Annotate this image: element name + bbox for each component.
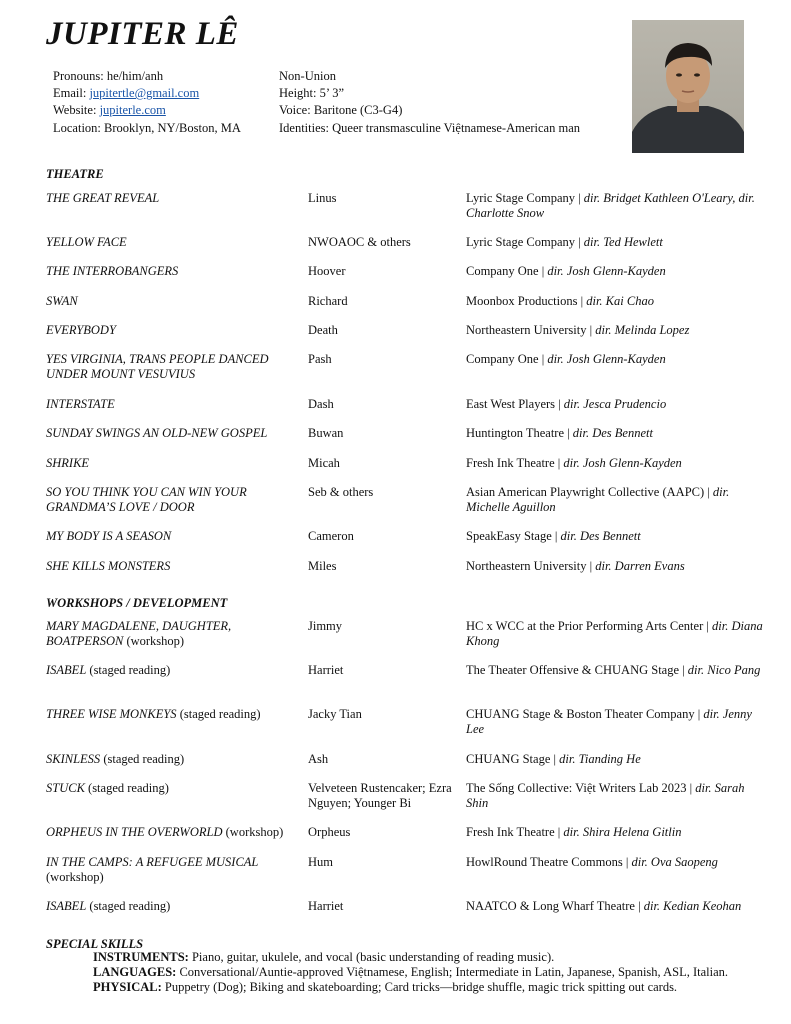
website-line: Website: jupiterle.com xyxy=(53,103,166,118)
company-director: CHUANG Stage & Boston Theater Company | dir. Jenny Lee xyxy=(466,707,752,736)
show-title: MY BODY IS A SEASON xyxy=(46,529,172,543)
company-director: Northeastern University | dir. Melinda Lopez xyxy=(466,323,690,337)
show-title: SWAN xyxy=(46,294,78,308)
website-link[interactable]: jupiterle.com xyxy=(99,103,166,118)
show-title: SO YOU THINK YOU CAN WIN YOUR GRANDMA’S LOVE / DOOR xyxy=(46,485,247,514)
show-note: (staged reading) xyxy=(100,752,185,766)
show-note: (staged reading) xyxy=(86,899,171,913)
voice-line: Voice: Baritone (C3-G4) xyxy=(279,103,403,118)
headshot-photo xyxy=(632,20,744,153)
role: Hoover xyxy=(308,264,346,278)
company-director: Company One | dir. Josh Glenn-Kayden xyxy=(466,352,666,366)
company-director: Northeastern University | dir. Darren Evans xyxy=(466,559,685,573)
role: Richard xyxy=(308,294,348,308)
union-line: Non-Union xyxy=(279,69,336,83)
company-director: NAATCO & Long Wharf Theatre | dir. Kedian Keohan xyxy=(466,899,742,913)
skills-section-title: SPECIAL SKILLS xyxy=(46,937,144,951)
show-title: IN THE CAMPS: A REFUGEE MUSICAL (workshop) xyxy=(46,855,259,884)
role: Seb & others xyxy=(308,485,374,499)
role: Jimmy xyxy=(308,619,343,633)
role: Micah xyxy=(308,456,340,470)
show-title: INTERSTATE xyxy=(46,397,115,411)
show-title: SKINLESS (staged reading) xyxy=(46,752,185,766)
workshops-section-title: WORKSHOPS / DEVELOPMENT xyxy=(46,596,228,610)
role: Ash xyxy=(308,752,329,766)
company-director: The Sống Collective: Việt Writers Lab 2023 | dir. Sarah Shin xyxy=(466,781,745,810)
show-note: (workshop) xyxy=(46,870,104,884)
role: Velveteen Rustencaker; Ezra Nguyen; Younger Bi xyxy=(308,781,452,810)
show-title: ISABEL (staged reading) xyxy=(46,663,171,677)
email-line: Email: jupitertle@gmail.com xyxy=(53,86,200,101)
show-title: YELLOW FACE xyxy=(46,235,127,249)
location-line: Location: Brooklyn, NY/Boston, MA xyxy=(53,120,241,135)
show-title: EVERYBODY xyxy=(46,323,116,337)
company-director: Lyric Stage Company | dir. Ted Hewlett xyxy=(466,235,663,249)
show-title: ISABEL (staged reading) xyxy=(46,899,171,913)
skill-physical: PHYSICAL: Puppetry (Dog); Biking and skateboarding; Card tricks—bridge shuffle, magic trick spitting out cards. xyxy=(93,980,678,994)
company-director: Lyric Stage Company | dir. Bridget Kathleen O'Leary, dir. Charlotte Snow xyxy=(466,191,755,220)
show-note: (staged reading) xyxy=(84,781,169,795)
physical-info xyxy=(279,68,580,137)
show-note: (workshop) xyxy=(123,634,185,648)
identities-line: Identities: Queer transmasculine Việtnamese-American man xyxy=(279,120,581,135)
role: Death xyxy=(308,323,338,337)
company-director: SpeakEasy Stage | dir. Des Bennett xyxy=(466,529,641,543)
show-note: (staged reading) xyxy=(176,707,261,721)
show-title: ORPHEUS IN THE OVERWORLD (workshop) xyxy=(46,825,284,839)
role: Linus xyxy=(308,191,337,205)
show-title: SUNDAY SWINGS AN OLD-NEW GOSPEL xyxy=(46,426,268,440)
company-director: Asian American Playwright Collective (AAPC) | dir. Michelle Aguillon xyxy=(466,485,730,514)
skill-languages: LANGUAGES: Conversational/Auntie-approved Việtnamese, English; Intermediate in Latin, Japanese, Spanish, ASL, Italian. xyxy=(93,965,729,979)
company-director: CHUANG Stage | dir. Tianding He xyxy=(466,752,641,766)
role: Buwan xyxy=(308,426,344,440)
height-line: Height: 5’ 3” xyxy=(279,86,345,101)
show-title: SHRIKE xyxy=(46,456,90,470)
show-title: THE GREAT REVEAL xyxy=(46,191,160,205)
skill-instruments: INSTRUMENTS: Piano, guitar, ukulele, and vocal (basic understanding of reading music). xyxy=(93,950,555,964)
show-title: SHE KILLS MONSTERS xyxy=(46,559,171,573)
role: Orpheus xyxy=(308,825,351,839)
skills-list xyxy=(93,950,733,995)
show-note: (workshop) xyxy=(222,825,284,839)
role: NWOAOC & others xyxy=(308,235,411,249)
company-director: East West Players | dir. Jesca Prudencio xyxy=(466,397,667,411)
company-director: Huntington Theatre | dir. Des Bennett xyxy=(466,426,653,440)
email-link[interactable]: jupitertle@gmail.com xyxy=(89,86,200,101)
show-title: THREE WISE MONKEYS (staged reading) xyxy=(46,707,261,721)
show-title: MARY MAGDALENE, DAUGHTER, BOATPERSON (workshop) xyxy=(46,619,232,648)
role: Pash xyxy=(308,352,332,366)
role: Cameron xyxy=(308,529,354,543)
company-director: HC x WCC at the Prior Performing Arts Center | dir. Diana Khong xyxy=(466,619,763,648)
role: Miles xyxy=(308,559,337,573)
theatre-section-title: THEATRE xyxy=(46,167,104,181)
company-director: HowlRound Theatre Commons | dir. Ova Saopeng xyxy=(466,855,718,869)
role: Harriet xyxy=(308,663,344,677)
show-note: (staged reading) xyxy=(86,663,171,677)
pronouns-line: Pronouns: he/him/anh xyxy=(53,69,164,83)
show-title: YES VIRGINIA, TRANS PEOPLE DANCED UNDER MOUNT VESUVIUS xyxy=(46,352,269,381)
show-title: STUCK (staged reading) xyxy=(46,781,169,795)
role: Dash xyxy=(308,397,334,411)
contact-info xyxy=(53,68,241,137)
company-director: Moonbox Productions | dir. Kai Chao xyxy=(466,294,654,308)
show-title: THE INTERROBANGERS xyxy=(46,264,179,278)
company-director: The Theater Offensive & CHUANG Stage | dir. Nico Pang xyxy=(466,663,761,677)
role: Hum xyxy=(308,855,333,869)
company-director: Fresh Ink Theatre | dir. Shira Helena Gitlin xyxy=(466,825,682,839)
role: Harriet xyxy=(308,899,344,913)
company-director: Company One | dir. Josh Glenn-Kayden xyxy=(466,264,666,278)
resume-name: JUPITER LÊ xyxy=(46,16,239,52)
role: Jacky Tian xyxy=(308,707,362,721)
company-director: Fresh Ink Theatre | dir. Josh Glenn-Kayden xyxy=(466,456,682,470)
